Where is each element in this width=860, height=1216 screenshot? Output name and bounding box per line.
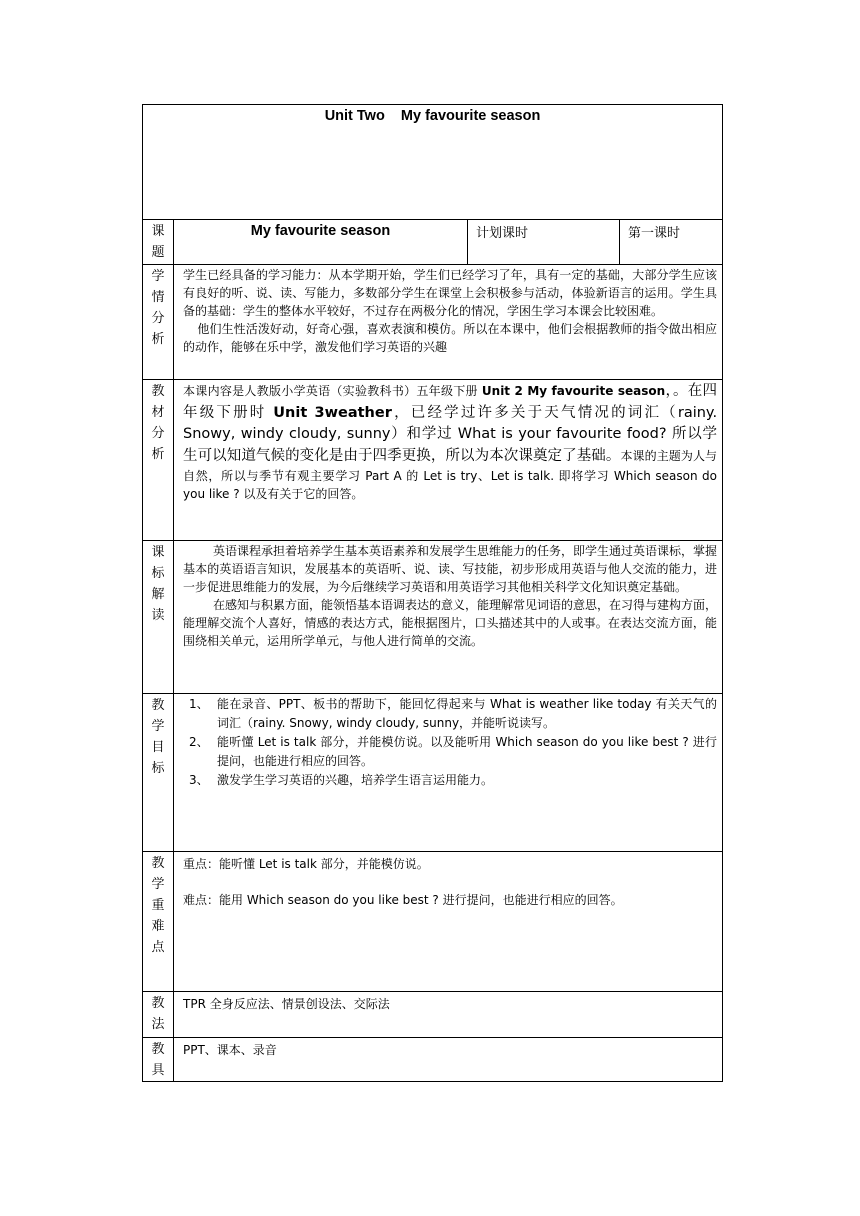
- label-char: 标: [151, 761, 165, 776]
- label-char: 学: [151, 877, 165, 892]
- label-char: 题: [151, 245, 165, 260]
- tools-row: [143, 1038, 723, 1082]
- subject-row: [143, 220, 723, 265]
- method-row: [143, 992, 723, 1038]
- key-points-row: [143, 852, 723, 992]
- material-text: ，。在四年级下册时: [183, 383, 718, 421]
- students-paragraph: 学生已经具备的学习能力：从本学期开始，学生们已经学习了年，具有一定的基础，大部分学生应该有良好的听、说、读、写能力，多数部分学生在课堂上会积极参与活动，体验新语言的运用。学生具备的基础：学生的整体水平较好，不过存在两极分化的情况，学困生学习本课会比较困难。: [183, 268, 718, 318]
- goals-content: [174, 694, 723, 852]
- label-char: 析: [151, 332, 165, 347]
- material-unit-weather: Unit 3weather: [273, 404, 392, 421]
- students-row: [143, 265, 723, 380]
- standard-row: [143, 541, 723, 694]
- goals-label: [143, 694, 174, 852]
- label-char: 标: [151, 566, 165, 581]
- goal-number: 3、: [189, 773, 209, 787]
- label-char: 难: [151, 919, 165, 934]
- label-char: 重: [151, 898, 165, 913]
- label-char: 分: [151, 311, 165, 326]
- label-char: 教: [151, 384, 165, 399]
- label-char: 情: [151, 290, 165, 305]
- standard-content: [174, 541, 723, 694]
- method-content: TPR 全身反应法、情景创设法、交际法: [174, 992, 723, 1038]
- students-label: [143, 265, 174, 380]
- key-point: 重点：能听懂 Let is talk 部分，并能模仿说。: [183, 857, 429, 871]
- material-row: [143, 380, 723, 541]
- label-char: 点: [151, 940, 165, 955]
- label-char: 目: [151, 740, 165, 755]
- lesson-plan-table: [142, 104, 723, 1082]
- goals-row: [143, 694, 723, 852]
- label-char: 分: [151, 426, 165, 441]
- label-char: 具: [151, 1063, 165, 1078]
- goal-text: 能在录音、PPT、板书的帮助下，能回忆得起来与 What is weather like today 有关天气的词汇（rainy. Snowy, windy cloudy, sunny，并能听说读写。: [217, 697, 718, 730]
- label-char: 课: [151, 224, 165, 239]
- goal-number: 2、: [189, 735, 209, 749]
- document-title: Unit Two My favourite season: [324, 108, 541, 124]
- period-label: 计划课时: [468, 220, 620, 265]
- standard-label: [143, 541, 174, 694]
- goal-number: 1、: [189, 697, 209, 711]
- title-cell: [143, 105, 723, 220]
- label-char: 学: [151, 269, 165, 284]
- label-char: 教: [151, 698, 165, 713]
- standard-paragraph: 英语课程承担着培养学生基本英语素养和发展学生思维能力的任务，即学生通过英语课标，掌握基本的英语语言知识，发展基本的英语听、说、读、写技能，初步形成用英语与他人交流的能力，进一步促进思维能力的发展，为今后继续学习英语和用英语学习其他相关科学文化知识奠定基础。: [183, 544, 718, 594]
- goal-text: 激发学生学习英语的兴趣，培养学生语言运用能力。: [217, 773, 494, 787]
- label-char: 解: [151, 587, 165, 602]
- tools-label: [143, 1038, 174, 1082]
- label-char: 材: [151, 405, 165, 420]
- key-points-content: [174, 852, 723, 992]
- material-content: [174, 380, 723, 541]
- label-char: 法: [151, 1017, 165, 1032]
- label-char: 析: [151, 447, 165, 462]
- label-char: 教: [151, 996, 165, 1011]
- title-row: [143, 105, 723, 220]
- material-text: 本课的主题为人与自然，所以与季节有观主要学习 Part A 的 Let is try、Let is talk. 即将学习 Which season do you like ? 以及有关于它的回答。: [183, 448, 718, 501]
- goal-item: [183, 771, 717, 790]
- students-paragraph: 他们生性活泼好动，好奇心强，喜欢表演和模仿。所以在本课中，他们会根据教师的指令做出相应的动作，能够在乐中学，激发他们学习英语的兴趣: [183, 322, 718, 354]
- goal-text: 能听懂 Let is talk 部分，并能模仿说。以及能听用 Which season do you like best ? 进行提问，也能进行相应的回答。: [217, 735, 718, 768]
- label-char: 学: [151, 719, 165, 734]
- method-label: [143, 992, 174, 1038]
- key-points-label: [143, 852, 174, 992]
- label-char: 教: [151, 856, 165, 871]
- material-label: [143, 380, 174, 541]
- goals-list: [183, 695, 717, 790]
- difficult-point: 难点：能用 Which season do you like best ? 进行提问，也能进行相应的回答。: [183, 893, 623, 907]
- label-char: 读: [151, 608, 165, 623]
- label-char: 课: [151, 545, 165, 560]
- students-content: [174, 265, 723, 380]
- label-char: 教: [151, 1042, 165, 1057]
- period-value: 第一课时: [620, 220, 723, 265]
- subject-value: My favourite season: [174, 220, 468, 265]
- material-text: 本课内容是人教版小学英语（实验教科书）五年级下册: [183, 384, 482, 398]
- tools-content: PPT、课本、录音: [174, 1038, 723, 1082]
- subject-label: [143, 220, 174, 265]
- material-text: ，已经学过许多关于天气情况的词汇（rainy. Snowy, windy cloudy, sunny）和学过 What is your favourite food? 所以学生可以知道气候的变化是由于四季更换，所以为本次课奠定了基础。: [183, 404, 718, 464]
- material-unit-title: Unit 2 My favourite season: [481, 384, 666, 398]
- goal-item: [183, 733, 717, 771]
- standard-paragraph: 在感知与积累方面，能领悟基本语调表达的意义，能理解常见词语的意思，在习得与建构方面，能理解交流个人喜好，情感的表达方式，能根据图片，口头描述其中的人或事。在表达交流方面，能围绕相关单元，运用所学单元，与他人进行简单的交流。: [183, 598, 718, 648]
- goal-item: [183, 695, 717, 733]
